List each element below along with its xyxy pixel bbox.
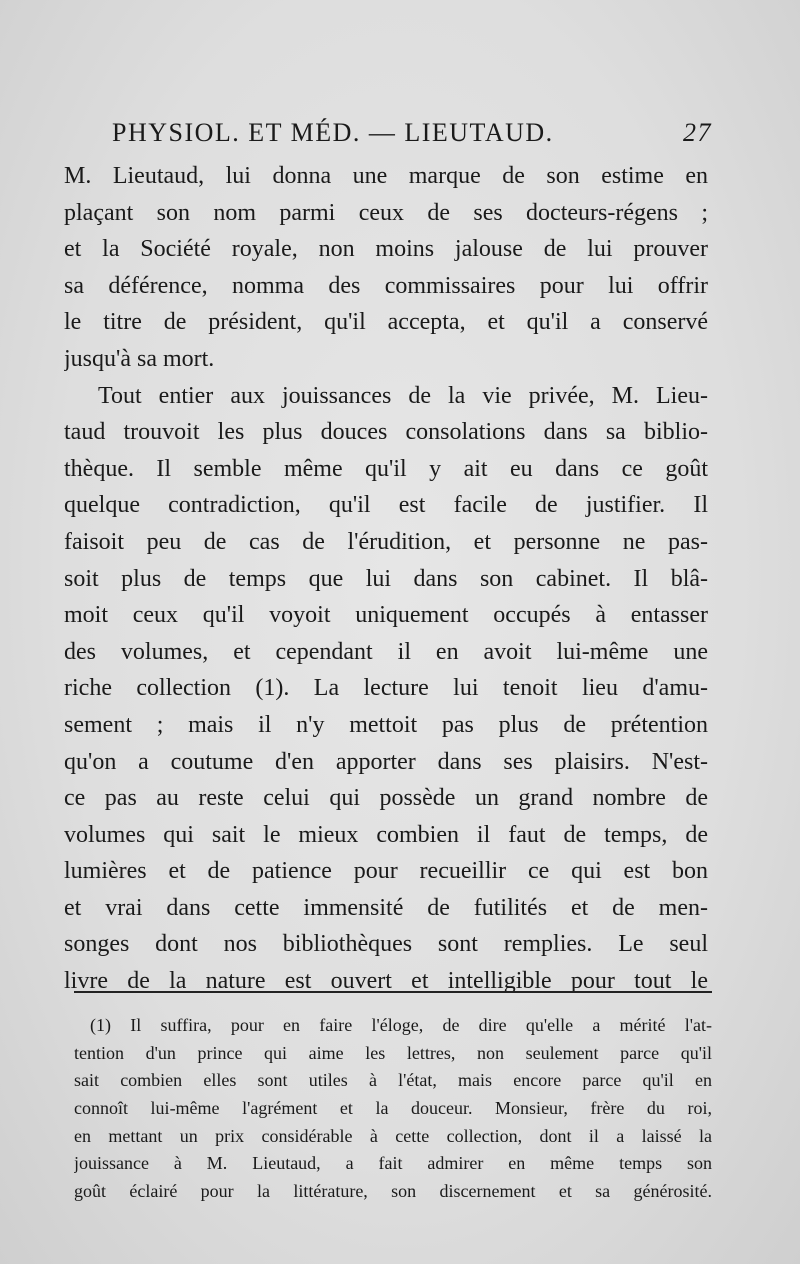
text-line: sement ; mais il n'y mettoit pas plus de prétention: [64, 711, 708, 738]
footnote-line: en mettant un prix considérable à cette collection, dont il a laissé la: [74, 1125, 712, 1146]
text-line: lumières et de patience pour recueillir ce qui est bon: [64, 858, 708, 885]
footnote-line: sait combien elles sont utiles à l'état, mais encore parce qu'il en: [74, 1070, 712, 1091]
footnote-line: goût éclairé pour la littérature, son discernement et sa générosité.: [74, 1181, 712, 1202]
footnote-line: jouissance à M. Lieutaud, a fait admirer en même temps son: [74, 1153, 712, 1174]
page-number: 27: [683, 118, 712, 147]
footnote-rule: [74, 991, 712, 993]
footnote-line: connoît lui-même l'agrément et la douceur. Monsieur, frère du roi,: [74, 1098, 712, 1119]
text-line: et vrai dans cette immensité de futilités et de men-: [64, 894, 708, 921]
text-line: et la Société royale, non moins jalouse de lui prouver: [64, 236, 708, 263]
text-line: jusqu'à sa mort.: [64, 345, 215, 372]
body-text: [64, 158, 708, 1000]
text-line: Tout entier aux jouissances de la vie privée, M. Lieu-: [98, 382, 708, 409]
text-line: le titre de président, qu'il accepta, et qu'il a conservé: [64, 309, 708, 336]
text-line: quelque contradiction, qu'il est facile de justifier. Il: [64, 492, 708, 519]
running-title: PHYSIOL. ET MÉD. — LIEUTAUD.: [112, 118, 554, 147]
text-line: des volumes, et cependant il en avoit lui-même une: [64, 638, 708, 665]
text-line: volumes qui sait le mieux combien il faut de temps, de: [64, 821, 708, 848]
text-line: qu'on a coutume d'en apporter dans ses plaisirs. N'est-: [64, 748, 708, 775]
text-line: thèque. Il semble même qu'il y ait eu dans ce goût: [64, 455, 708, 482]
text-line: faisoit peu de cas de l'érudition, et personne ne pas-: [64, 528, 708, 555]
text-line: riche collection (1). La lecture lui tenoit lieu d'amu-: [64, 675, 708, 702]
running-header: [112, 118, 712, 148]
text-line: plaçant son nom parmi ceux de ses docteurs-régens ;: [64, 199, 708, 226]
text-line: ce pas au reste celui qui possède un grand nombre de: [64, 785, 708, 812]
text-line: soit plus de temps que lui dans son cabinet. Il blâ-: [64, 565, 708, 592]
text-line: moit ceux qu'il voyoit uniquement occupés à entasser: [64, 602, 708, 629]
text-line: livre de la nature est ouvert et intelligible pour tout le: [64, 968, 708, 995]
text-line: sa déférence, nomma des commissaires pour lui offrir: [64, 272, 708, 299]
text-line: taud trouvoit les plus douces consolations dans sa biblio-: [64, 419, 708, 446]
footnote-line: (1) Il suffira, pour en faire l'éloge, de dire qu'elle a mérité l'at-: [90, 1015, 712, 1035]
text-line: M. Lieutaud, lui donna une marque de son estime en: [64, 163, 708, 189]
footnotes: [74, 1012, 712, 1206]
footnote-line: tention d'un prince qui aime les lettres, non seulement parce qu'il: [74, 1042, 712, 1063]
text-line: songes dont nos bibliothèques sont remplies. Le seul: [64, 931, 708, 958]
